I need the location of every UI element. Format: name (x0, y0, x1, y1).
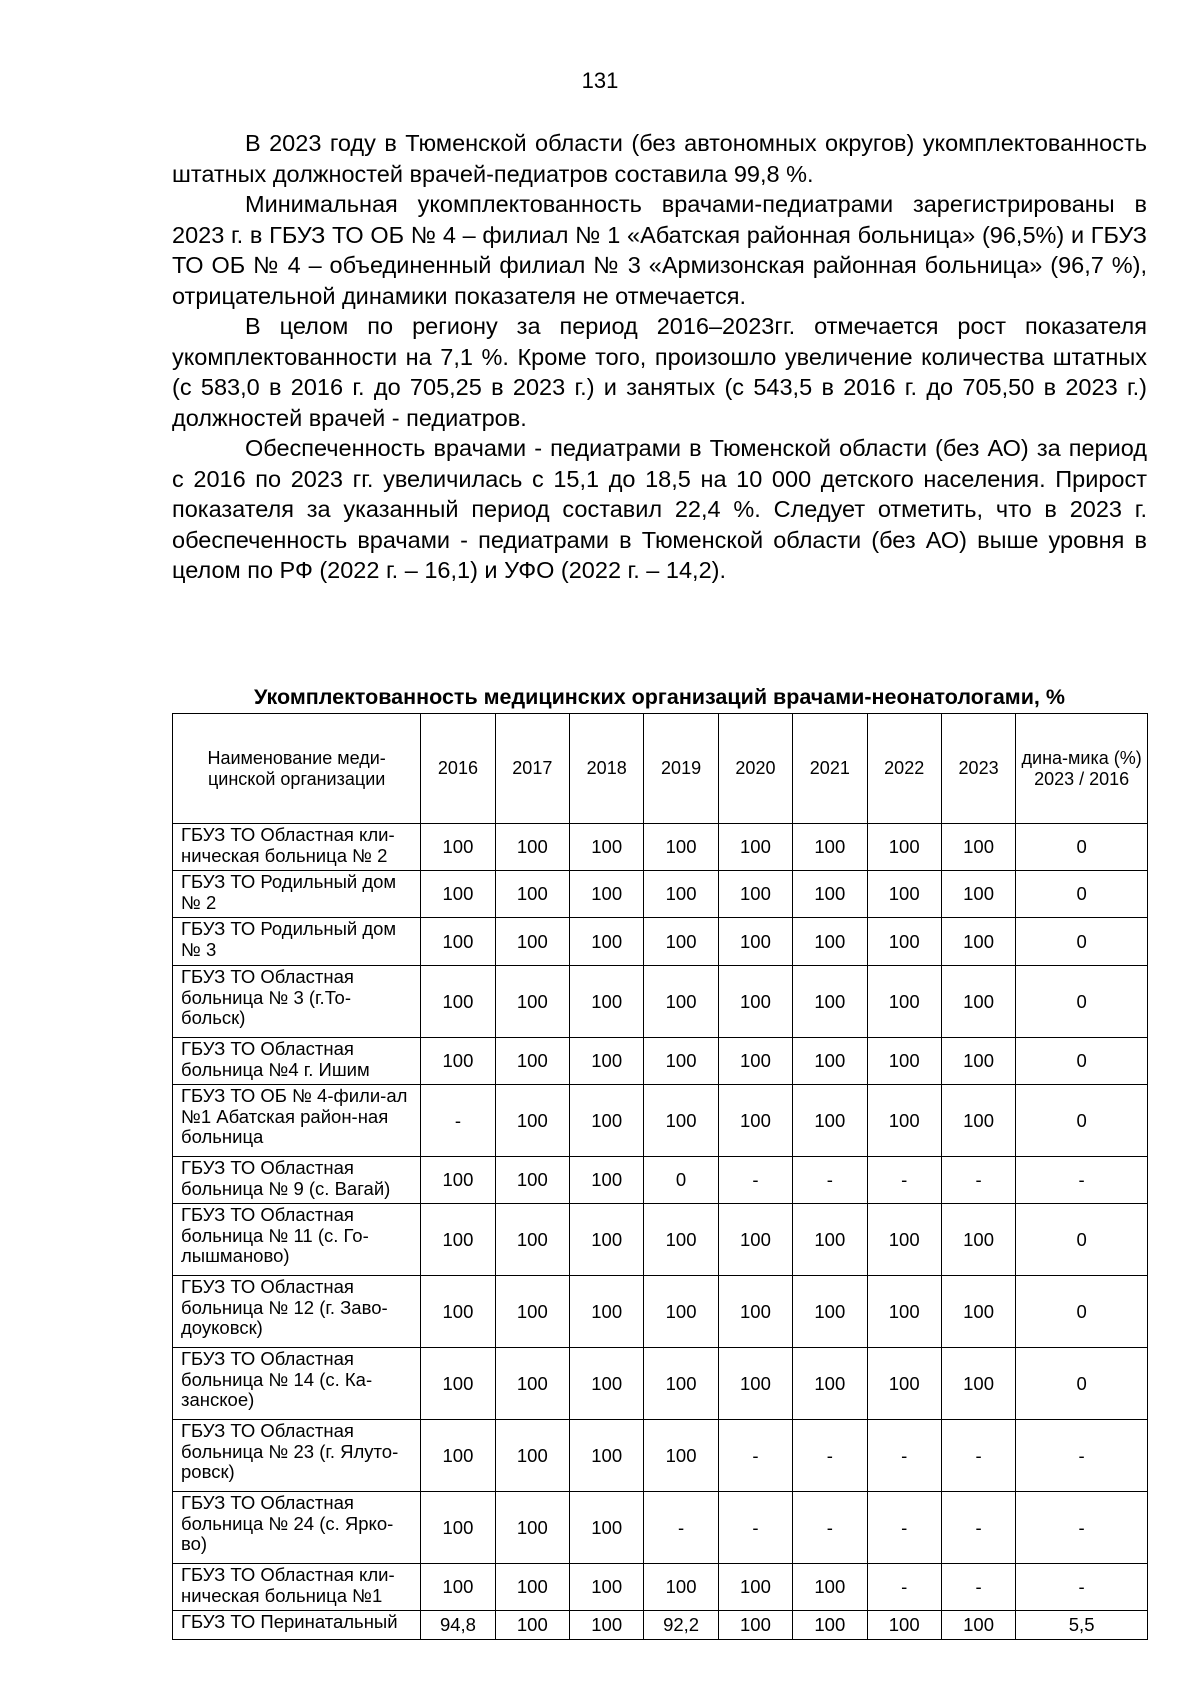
dynamics-cell: - (1016, 1157, 1148, 1204)
dynamics-cell: 0 (1016, 1276, 1148, 1348)
org-name-cell: ГБУЗ ТО Областная больница № 11 (с. Го-лышманово) (173, 1204, 421, 1276)
value-cell: - (718, 1492, 792, 1564)
year-column-header: 2021 (793, 714, 867, 824)
table-row (173, 918, 1148, 966)
value-cell: 100 (644, 1085, 718, 1157)
value-cell: 100 (793, 1276, 867, 1348)
year-column-header: 2019 (644, 714, 718, 824)
table-row (173, 824, 1148, 871)
value-cell: 100 (495, 1492, 569, 1564)
page-number: 131 (581, 68, 619, 93)
value-cell: 100 (793, 1348, 867, 1420)
org-name-cell: ГБУЗ ТО Областная больница № 23 (г. Ялуто-ровск) (173, 1420, 421, 1492)
org-name-cell: ГБУЗ ТО Областная кли-ническая больница № 2 (173, 824, 421, 871)
table-row (173, 1611, 1148, 1640)
value-cell: 100 (644, 1038, 718, 1085)
value-cell: 100 (495, 1276, 569, 1348)
value-cell: 100 (793, 1038, 867, 1085)
value-cell: 100 (718, 1276, 792, 1348)
dynamics-cell: - (1016, 1420, 1148, 1492)
org-name-cell: ГБУЗ ТО Областная больница № 3 (г.То-больск) (173, 966, 421, 1038)
value-cell: 100 (941, 966, 1015, 1038)
value-cell: 100 (421, 1348, 495, 1420)
value-cell: 100 (421, 871, 495, 918)
dynamics-cell: 0 (1016, 1204, 1148, 1276)
year-column-header: 2016 (421, 714, 495, 824)
value-cell: 100 (570, 1085, 644, 1157)
value-cell: 100 (570, 1204, 644, 1276)
paragraph: В целом по региону за период 2016–2023гг. отмечается рост показателя укомплектованности на 7,1 %. Кроме того, произошло увеличение количества штатных (с 583,0 в 2016 г. до 705,25 в 2023 г.) и занятых (с 543,5 в 2016 г. до 705,50 в 2023 г.) должностей врачей - педиатров. (172, 313, 1147, 431)
value-cell: 100 (570, 1157, 644, 1204)
value-cell: 100 (793, 824, 867, 871)
paragraph: В 2023 году в Тюменской области (без автономных округов) укомплектованность штатных должностей врачей-педиатров составила 99,8 %. (172, 130, 1147, 187)
value-cell: - (644, 1492, 718, 1564)
table-row (173, 1564, 1148, 1611)
value-cell: 100 (793, 1611, 867, 1640)
dynamics-cell: 0 (1016, 966, 1148, 1038)
value-cell: 100 (867, 918, 941, 966)
value-cell: 100 (718, 824, 792, 871)
value-cell: 100 (570, 918, 644, 966)
table-row (173, 1492, 1148, 1564)
value-cell: 100 (495, 824, 569, 871)
value-cell: 100 (421, 1492, 495, 1564)
table-row (173, 871, 1148, 918)
value-cell: 100 (867, 1611, 941, 1640)
org-column-header: Наименование меди-цинской организации (173, 714, 421, 824)
value-cell: - (793, 1157, 867, 1204)
value-cell: 100 (867, 824, 941, 871)
value-cell: 100 (421, 1038, 495, 1085)
value-cell: - (941, 1492, 1015, 1564)
org-name-cell: ГБУЗ ТО Областная больница № 9 (с. Вагай) (173, 1157, 421, 1204)
table-title: Укомплектованность медицинских организаций врачами-неонатологами, % (254, 685, 1065, 709)
dynamics-column-header: дина-мика (%) 2023 / 2016 (1016, 714, 1148, 824)
value-cell: 100 (421, 1564, 495, 1611)
value-cell: 100 (793, 1564, 867, 1611)
org-name-cell: ГБУЗ ТО Областная больница № 14 (с. Ка-занское) (173, 1348, 421, 1420)
value-cell: 100 (644, 1204, 718, 1276)
value-cell: 100 (495, 871, 569, 918)
org-name-cell: ГБУЗ ТО Родильный дом № 3 (173, 918, 421, 966)
value-cell: 100 (941, 1038, 1015, 1085)
value-cell: 100 (941, 1204, 1015, 1276)
value-cell: - (941, 1157, 1015, 1204)
value-cell: 100 (495, 1038, 569, 1085)
value-cell: 100 (644, 966, 718, 1038)
table-row (173, 1420, 1148, 1492)
staffing-table (172, 713, 1148, 1640)
value-cell: 100 (570, 1564, 644, 1611)
value-cell: 100 (570, 1038, 644, 1085)
value-cell: 100 (941, 1276, 1015, 1348)
dynamics-cell: 5,5 (1016, 1611, 1148, 1640)
value-cell: - (867, 1492, 941, 1564)
value-cell: 100 (495, 1204, 569, 1276)
paragraph: Минимальная укомплектованность врачами-педиатрами зарегистрированы в 2023 г. в ГБУЗ ТО ОБ № 4 – филиал № 1 «Абатская районная больница» (96,5%) и ГБУЗ ТО ОБ № 4 – объединенный филиал № 3 «Армизонская районная больница» (96,7 %), отрицательной динамики показателя не отмечается. (172, 191, 1147, 309)
value-cell: 100 (644, 918, 718, 966)
value-cell: 100 (644, 1564, 718, 1611)
value-cell: 100 (718, 1348, 792, 1420)
dynamics-cell: 0 (1016, 1085, 1148, 1157)
dynamics-cell: - (1016, 1492, 1148, 1564)
value-cell: 100 (867, 966, 941, 1038)
value-cell: 100 (421, 918, 495, 966)
value-cell: 100 (570, 966, 644, 1038)
dynamics-cell: 0 (1016, 1348, 1148, 1420)
dynamics-cell: 0 (1016, 1038, 1148, 1085)
value-cell: 100 (570, 1420, 644, 1492)
value-cell: 94,8 (421, 1611, 495, 1640)
value-cell: 100 (644, 1276, 718, 1348)
value-cell: 100 (495, 1420, 569, 1492)
value-cell: 100 (570, 1348, 644, 1420)
org-name-cell: ГБУЗ ТО Областная больница №4 г. Ишим (173, 1038, 421, 1085)
value-cell: 0 (644, 1157, 718, 1204)
value-cell: 100 (718, 1038, 792, 1085)
value-cell: - (718, 1157, 792, 1204)
year-column-header: 2018 (570, 714, 644, 824)
value-cell: 100 (941, 824, 1015, 871)
value-cell: 100 (718, 1085, 792, 1157)
value-cell: 92,2 (644, 1611, 718, 1640)
value-cell: 100 (644, 1348, 718, 1420)
value-cell: 100 (495, 966, 569, 1038)
value-cell: 100 (495, 918, 569, 966)
value-cell: 100 (718, 1204, 792, 1276)
value-cell: 100 (421, 1420, 495, 1492)
value-cell: 100 (941, 1085, 1015, 1157)
value-cell: 100 (495, 1611, 569, 1640)
value-cell: 100 (495, 1564, 569, 1611)
value-cell: - (793, 1420, 867, 1492)
org-name-cell: ГБУЗ ТО Областная больница № 24 (с. Ярко-во) (173, 1492, 421, 1564)
org-name-cell: ГБУЗ ТО Перинатальный (173, 1611, 421, 1640)
year-column-header: 2017 (495, 714, 569, 824)
table-row (173, 1038, 1148, 1085)
value-cell: 100 (867, 1348, 941, 1420)
value-cell: 100 (793, 918, 867, 966)
year-column-header: 2023 (941, 714, 1015, 824)
org-name-cell: ГБУЗ ТО Областная больница № 12 (г. Заво-доуковск) (173, 1276, 421, 1348)
table-header-row (173, 714, 1148, 824)
value-cell: 100 (793, 966, 867, 1038)
value-cell: 100 (941, 1611, 1015, 1640)
value-cell: 100 (644, 1420, 718, 1492)
value-cell: 100 (421, 824, 495, 871)
value-cell: 100 (644, 824, 718, 871)
value-cell: 100 (867, 1276, 941, 1348)
value-cell: 100 (793, 871, 867, 918)
value-cell: - (793, 1492, 867, 1564)
value-cell: 100 (941, 871, 1015, 918)
table-row (173, 1085, 1148, 1157)
value-cell: 100 (718, 918, 792, 966)
table-row (173, 1276, 1148, 1348)
value-cell: 100 (644, 871, 718, 918)
value-cell: 100 (867, 1038, 941, 1085)
value-cell: 100 (718, 1611, 792, 1640)
value-cell: 100 (570, 871, 644, 918)
value-cell: 100 (867, 1204, 941, 1276)
table-row (173, 1204, 1148, 1276)
value-cell: 100 (867, 1085, 941, 1157)
org-name-cell: ГБУЗ ТО Родильный дом № 2 (173, 871, 421, 918)
table-row (173, 1157, 1148, 1204)
value-cell: - (941, 1564, 1015, 1611)
value-cell: - (867, 1420, 941, 1492)
value-cell: 100 (495, 1157, 569, 1204)
value-cell: 100 (941, 918, 1015, 966)
value-cell: 100 (570, 1276, 644, 1348)
value-cell: - (867, 1157, 941, 1204)
value-cell: 100 (421, 1157, 495, 1204)
year-column-header: 2022 (867, 714, 941, 824)
value-cell: 100 (495, 1085, 569, 1157)
dynamics-cell: - (1016, 1564, 1148, 1611)
value-cell: 100 (570, 824, 644, 871)
value-cell: - (421, 1085, 495, 1157)
value-cell: 100 (570, 1492, 644, 1564)
value-cell: 100 (793, 1085, 867, 1157)
value-cell: 100 (867, 871, 941, 918)
dynamics-cell: 0 (1016, 871, 1148, 918)
table-row (173, 966, 1148, 1038)
org-name-cell: ГБУЗ ТО ОБ № 4-фили-ал №1 Абатская район-ная больница (173, 1085, 421, 1157)
value-cell: - (718, 1420, 792, 1492)
value-cell: 100 (421, 1204, 495, 1276)
value-cell: 100 (495, 1348, 569, 1420)
value-cell: - (867, 1564, 941, 1611)
value-cell: 100 (793, 1204, 867, 1276)
value-cell: 100 (421, 966, 495, 1038)
table-row (173, 1348, 1148, 1420)
dynamics-cell: 0 (1016, 918, 1148, 966)
value-cell: 100 (570, 1611, 644, 1640)
paragraph: Обеспеченность врачами - педиатрами в Тюменской области (без АО) за период с 2016 по 2023 гг. увеличилась с 15,1 до 18,5 на 10 000 детского населения. Прирост показателя за указанный период составил 22,4 %. Следует отметить, что в 2023 г. обеспеченность врачами - педиатрами в Тюменской области (без АО) выше уровня в целом по РФ (2022 г. – 16,1) и УФО (2022 г. – 14,2). (172, 435, 1147, 583)
value-cell: 100 (718, 871, 792, 918)
body-text (172, 128, 1147, 586)
value-cell: 100 (718, 966, 792, 1038)
value-cell: 100 (718, 1564, 792, 1611)
dynamics-cell: 0 (1016, 824, 1148, 871)
value-cell: - (941, 1420, 1015, 1492)
year-column-header: 2020 (718, 714, 792, 824)
value-cell: 100 (941, 1348, 1015, 1420)
value-cell: 100 (421, 1276, 495, 1348)
org-name-cell: ГБУЗ ТО Областная кли-ническая больница №1 (173, 1564, 421, 1611)
